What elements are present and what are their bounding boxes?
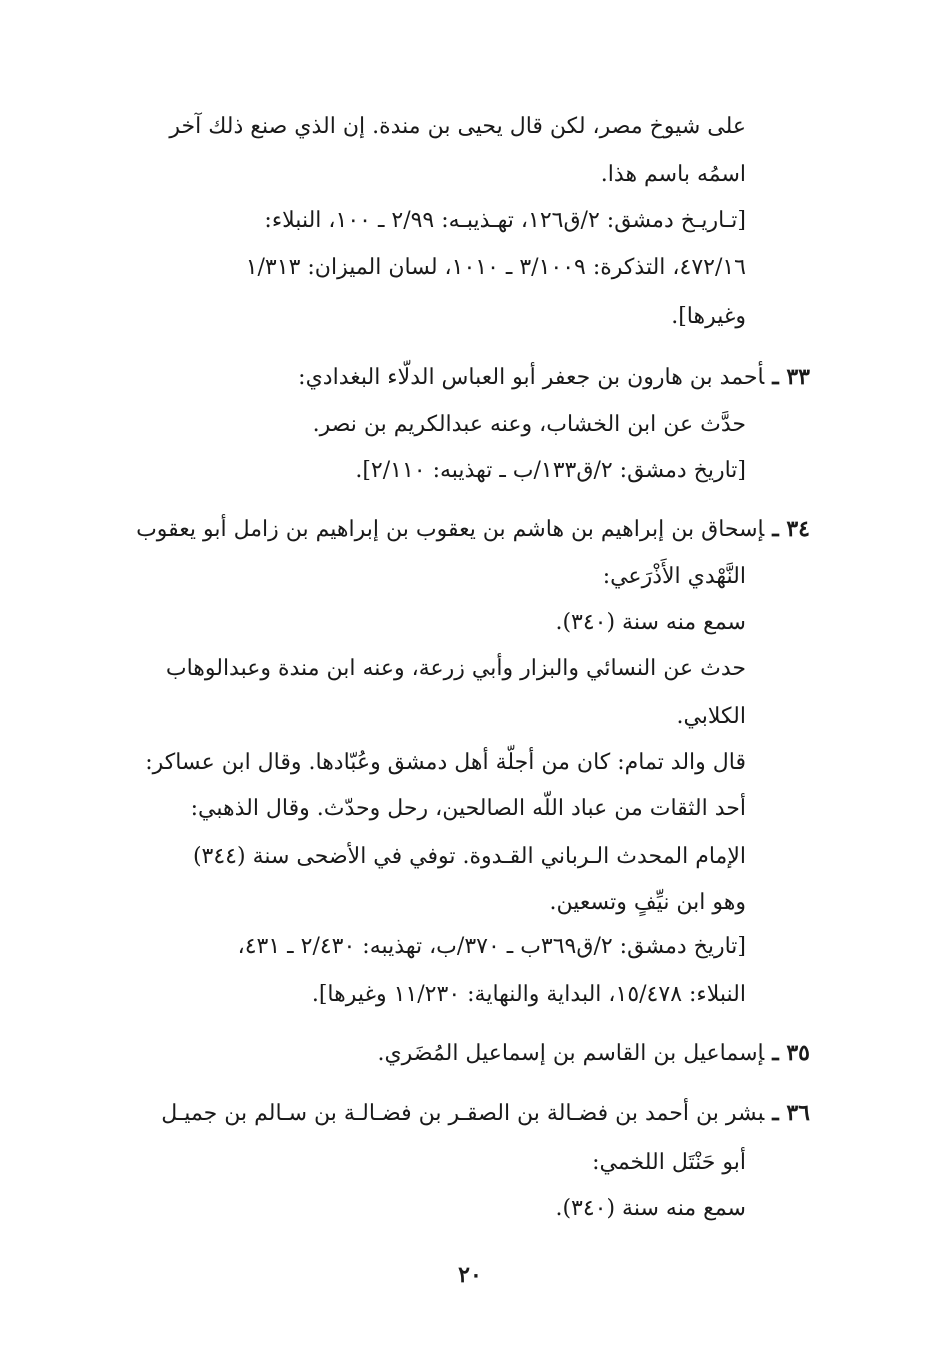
line-text: وهو ابن نيِّفٍ وتسعين. (549, 890, 746, 915)
text-line (592, 1148, 746, 1178)
line-text: حدث عن النسائي والبزار وأبي زرعة، وعنه ابن مندة وعبدالوهاب (165, 656, 746, 681)
line-text: [تاريخ دمشق: ٢/ق٣٦٩ب ـ ٣٧٠/ب، تهذيبه: ٢/٤٣٠ ـ ٤٣١، (237, 934, 746, 959)
text-line (550, 888, 746, 918)
entry-heading (161, 1098, 810, 1129)
line-text: على شيوخ مصر، لكن قال يحيى بن مندة. إن الذي صنع ذلك آخر (169, 114, 746, 139)
line-text: الكلابي. (676, 704, 746, 729)
citation-line (246, 253, 746, 283)
line-text: سمع منه سنة (٣٤٠). (555, 610, 746, 635)
line-text: قال والد تمام: كان من أجلّة أهل دمشق وعُبّادها. وقال ابن عساكر: (145, 750, 746, 775)
entry-title: إسماعيل بن القاسم بن إسماعيل المُضَري. (377, 1041, 765, 1066)
entry-title: بشر بن أحمد بن فضـالة بن الصقـر بن فضـالـة بن سـالم بن جميـل (161, 1101, 765, 1126)
line-text: [تاريخ دمشق: ٢/ق١٣٣/ب ـ تهذيبه: ٢/١١٠]. (355, 458, 746, 483)
entry-title: إسحاق بن إبراهيم بن هاشم بن يعقوب بن إبراهيم بن زامل أبو يعقوب (136, 517, 765, 542)
entry-heading (377, 1038, 810, 1069)
entry-title: أحمد بن هارون بن جعفر أبو العباس الدلّاء البغدادي: (298, 365, 765, 390)
entry-number: ٣٦ ـ (772, 1100, 810, 1126)
text-line (166, 654, 746, 684)
text-line (193, 842, 746, 872)
citation-line (238, 932, 746, 962)
line-text: سمع منه سنة (٣٤٠). (555, 1196, 746, 1221)
line-text: النَّهْدي الأَذْرَعي: (602, 564, 746, 589)
line-text: أحد الثقات من عباد اللّه الصالحين، رحل وحدّث. وقال الذهبي: (190, 796, 746, 821)
text-line (555, 608, 746, 638)
line-text: اسمُه باسم هذا. (600, 162, 746, 187)
line-text: النبلاء: ١٥/٤٧٨، البداية والنهاية: ١١/٢٣٠ وغيرها]. (311, 982, 746, 1007)
text-line (191, 794, 746, 824)
citation-line (312, 980, 746, 1010)
entry-number: ٣٥ ـ (772, 1040, 810, 1066)
entry-number: ٣٤ ـ (772, 516, 810, 542)
citation-line (671, 302, 746, 332)
line-text: ٤٧٢/١٦، التذكرة: ٣/١٠٠٩ ـ ١٠١٠، لسان الميزان: ١/٣١٣ (245, 255, 746, 280)
text-line (145, 748, 746, 778)
line-text: حدَّث عن ابن الخشاب، وعنه عبدالكريم بن نصر. (312, 412, 746, 437)
line-text: أبو حَنْتَل اللخمي: (592, 1150, 746, 1175)
citation-line (264, 206, 746, 236)
text-line (603, 562, 746, 592)
line-text: وغيرها]. (671, 304, 746, 329)
text-line (313, 410, 746, 440)
page-number: ٢٠ (458, 1262, 482, 1288)
line-text: الإمام المحدث الـرباني القـدوة. توفي في الأضحى سنة (٣٤٤) (192, 844, 746, 869)
text-line (601, 160, 746, 190)
entry-heading (298, 362, 810, 393)
citation-line (355, 456, 746, 486)
text-line (676, 702, 746, 732)
text-line (555, 1194, 746, 1224)
text-line (169, 112, 746, 142)
line-text: [تـاريـخ دمشق: ٢/ق١٢٦، تهـذيبـه: ٢/٩٩ ـ ١٠٠، النبلاء: (264, 208, 746, 233)
entry-number: ٣٣ ـ (772, 364, 810, 390)
entry-heading (136, 514, 810, 545)
